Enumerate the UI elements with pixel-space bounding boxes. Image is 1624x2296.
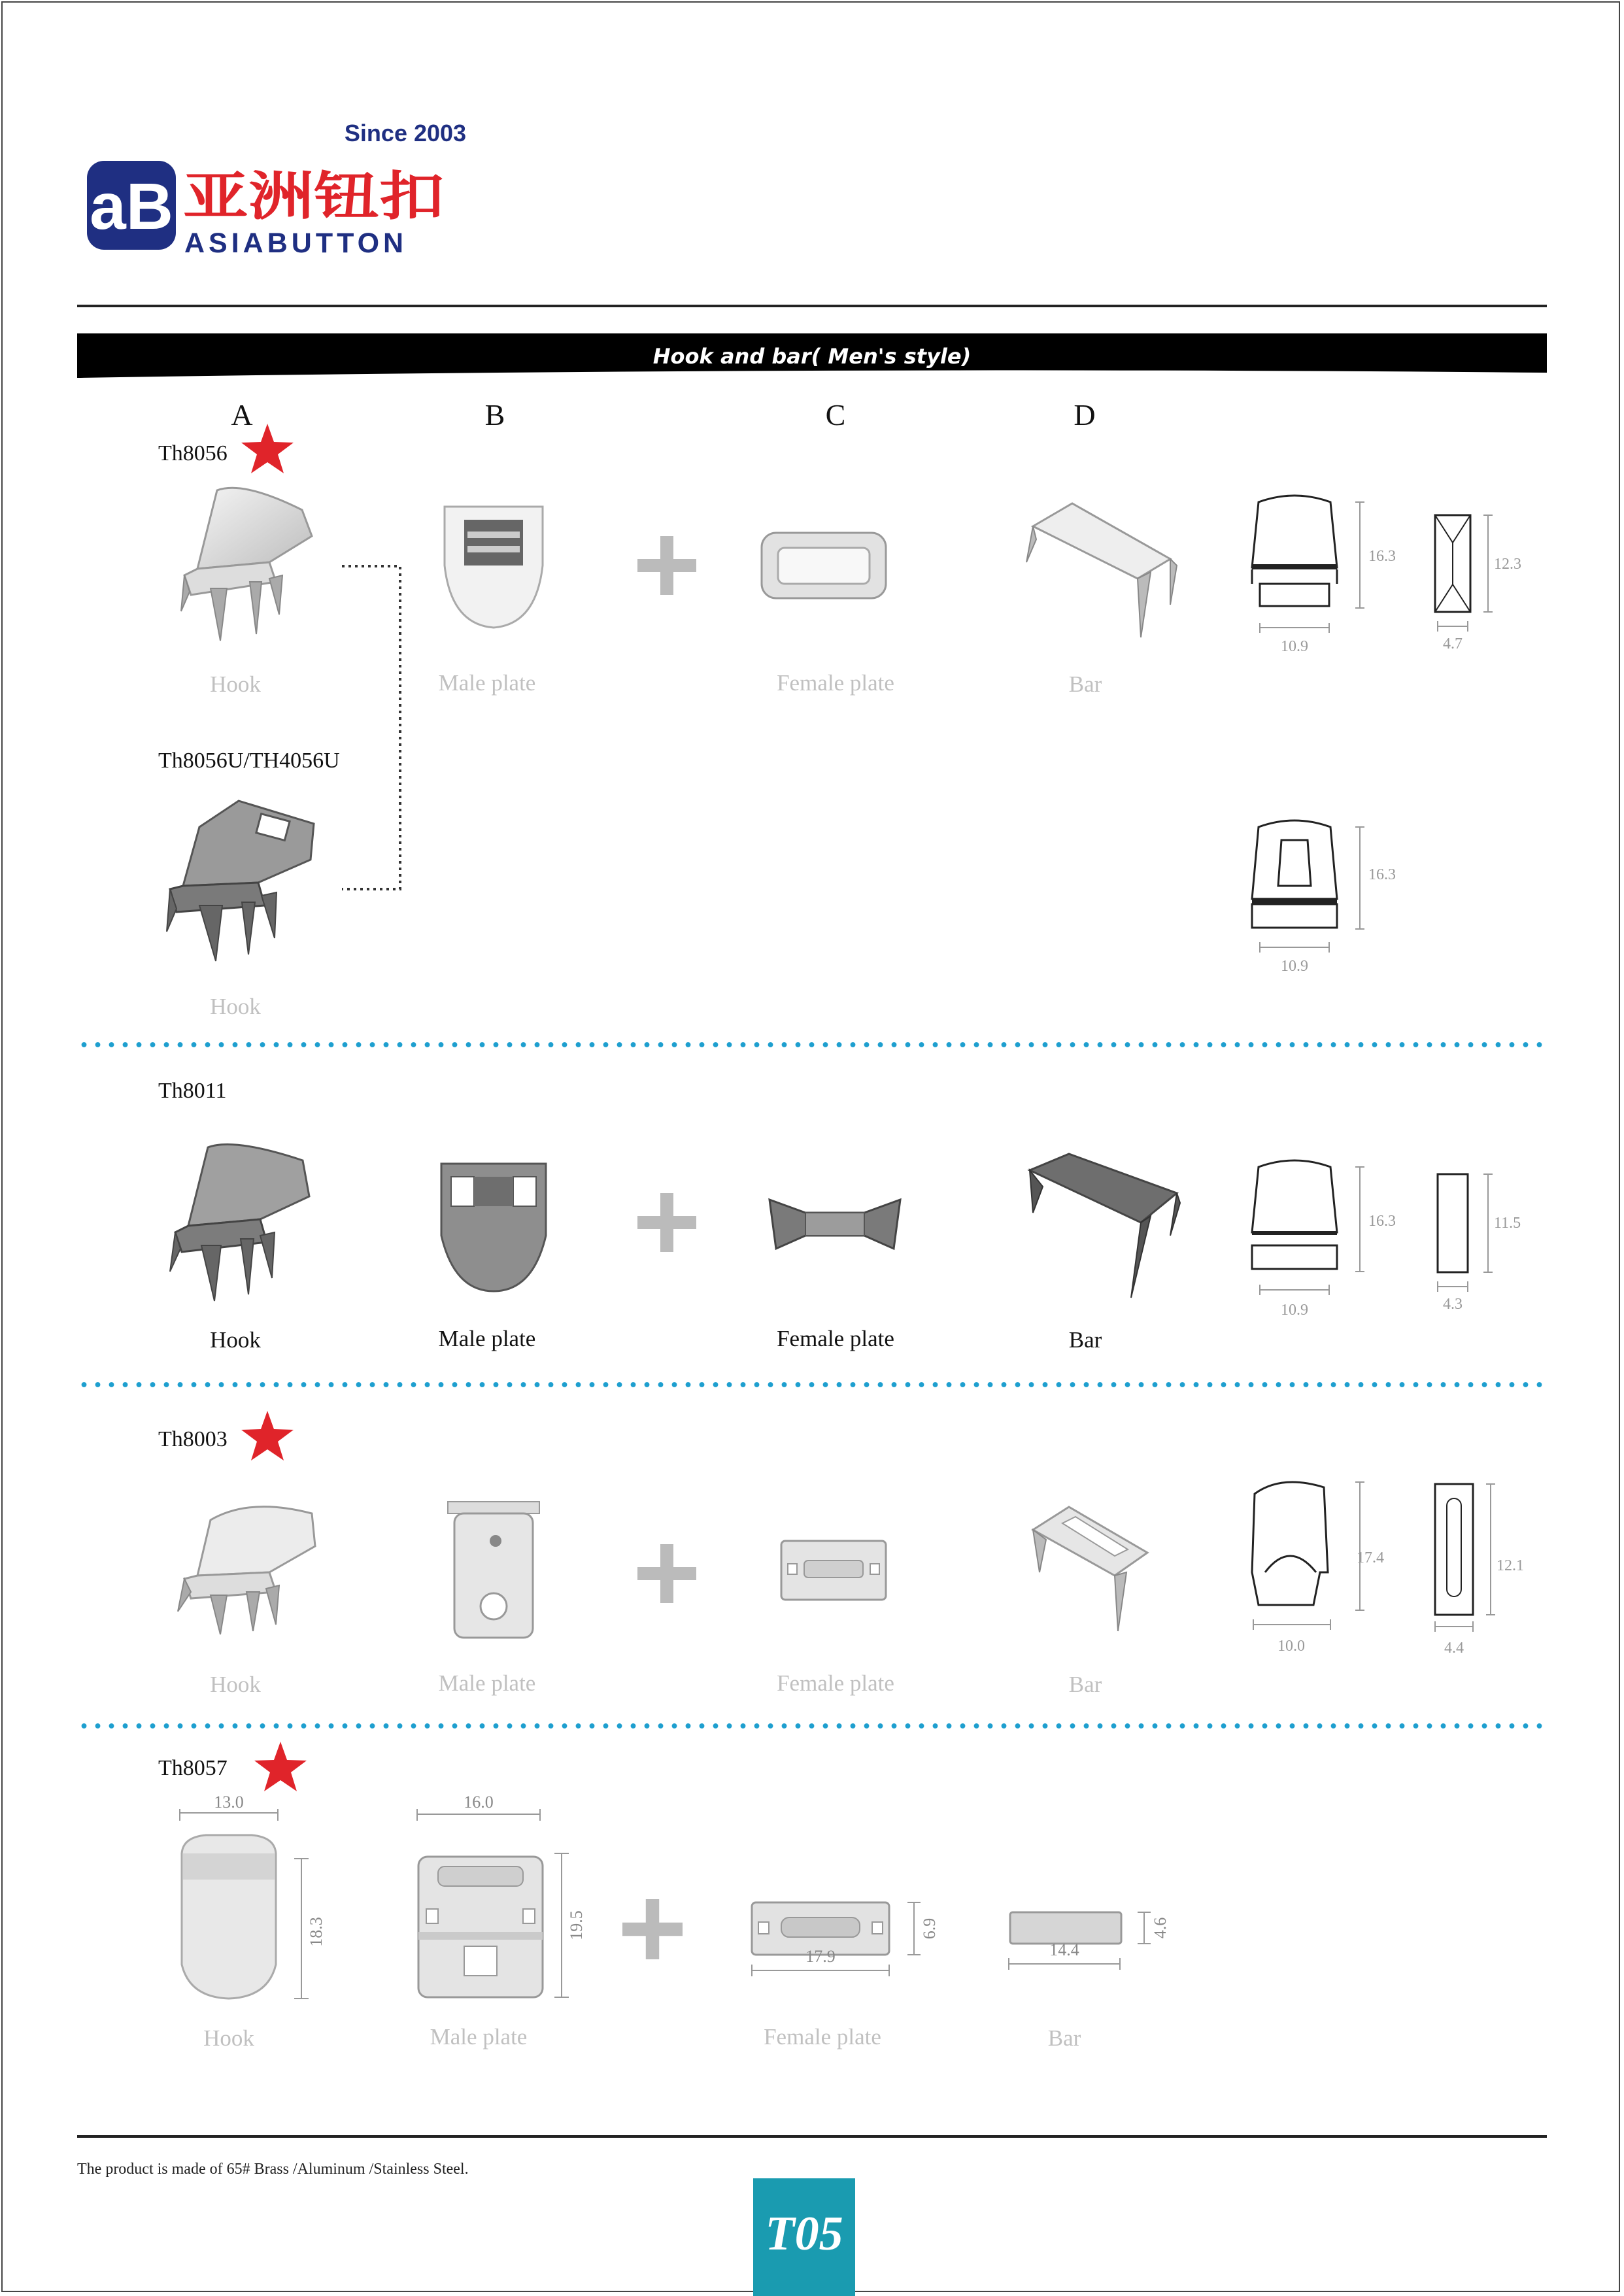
dim-width-2: 4.4 bbox=[1444, 1640, 1464, 1657]
plus-icon bbox=[637, 1544, 696, 1603]
dim-height-2: 12.1 bbox=[1497, 1557, 1524, 1574]
hook-dimension-drawing bbox=[1245, 1474, 1409, 1657]
column-c-label: C bbox=[825, 398, 846, 431]
hook-label: Hook bbox=[210, 1327, 261, 1353]
dim-width-1: 10.9 bbox=[1281, 638, 1308, 655]
dim-width-1: 10.9 bbox=[1281, 1302, 1308, 1319]
bar-image bbox=[1023, 1504, 1154, 1634]
section-divider bbox=[77, 1723, 1547, 1729]
material-note: The product is made of 65# Brass /Aluminum /Stainless Steel. bbox=[77, 2161, 469, 2178]
plus-icon bbox=[622, 1899, 683, 1959]
male-plate-label: Male plate bbox=[430, 2024, 528, 2050]
dim-height-1: 16.3 bbox=[1368, 548, 1396, 565]
hook-label: Hook bbox=[203, 2025, 254, 2051]
plus-icon bbox=[637, 1193, 696, 1252]
hook-label: Hook bbox=[210, 1672, 261, 1697]
dim-height-1: 16.3 bbox=[1368, 1213, 1396, 1230]
female-plate-image bbox=[766, 1193, 904, 1255]
dim-width-2: 4.7 bbox=[1443, 635, 1463, 652]
dim-bar-height: 4.6 bbox=[1151, 1917, 1170, 1939]
section-divider bbox=[77, 1042, 1547, 1047]
dim-height-2: 11.5 bbox=[1494, 1215, 1521, 1232]
female-plate-image bbox=[758, 530, 889, 601]
dim-hook-width: 13.0 bbox=[214, 1793, 244, 1812]
female-plate-label: Female plate bbox=[764, 2024, 881, 2050]
bar-label: Bar bbox=[1068, 671, 1102, 697]
bar-image bbox=[1013, 500, 1177, 644]
dim-hook-height: 18.3 bbox=[307, 1917, 326, 1947]
hook-image bbox=[162, 1141, 319, 1304]
logo-mark: aB bbox=[90, 170, 173, 243]
male-plate-label: Male plate bbox=[438, 1326, 536, 1351]
male-plate-label: Male plate bbox=[438, 1670, 536, 1696]
featured-star-icon bbox=[241, 1411, 294, 1462]
male-plate-image bbox=[438, 500, 549, 631]
dim-height-1: 17.4 bbox=[1357, 1549, 1384, 1566]
brand-name-en: ASIABUTTON bbox=[184, 228, 408, 259]
column-d-label: D bbox=[1074, 398, 1096, 431]
dim-width-2: 4.3 bbox=[1443, 1296, 1463, 1313]
featured-star-icon bbox=[254, 1742, 307, 1793]
dim-height-2: 12.3 bbox=[1494, 556, 1521, 573]
hook-dimension-drawing bbox=[1245, 814, 1409, 981]
section-divider bbox=[77, 1382, 1547, 1387]
female-plate-label: Female plate bbox=[777, 1670, 894, 1696]
male-plate-image bbox=[445, 1498, 543, 1642]
dim-height-1: 16.3 bbox=[1368, 866, 1396, 883]
bar-image bbox=[1017, 1151, 1180, 1304]
bar-label: Bar bbox=[1068, 1327, 1102, 1353]
hook-dimension-drawing bbox=[1245, 1154, 1409, 1327]
brand-name-cn: 亚洲钮扣 bbox=[183, 166, 445, 227]
product-code: Th8011 bbox=[158, 1079, 227, 1103]
dim-male-width: 16.0 bbox=[464, 1793, 494, 1812]
connector-line bbox=[340, 562, 405, 896]
bar-dimension-drawing bbox=[1429, 1169, 1540, 1316]
dim-female-height: 6.9 bbox=[920, 1917, 939, 1940]
male-plate-image bbox=[412, 1793, 595, 2010]
column-a-label: A bbox=[231, 398, 253, 431]
brand-logo bbox=[85, 120, 467, 268]
hook-image bbox=[160, 798, 324, 968]
plus-icon bbox=[637, 536, 696, 595]
footer-rule bbox=[77, 2135, 1547, 2138]
female-plate-image bbox=[749, 1899, 945, 2010]
bar-label: Bar bbox=[1047, 2025, 1081, 2051]
hook-label: Hook bbox=[210, 671, 261, 697]
female-plate-label: Female plate bbox=[777, 670, 894, 696]
banner-title: Hook and bar( Men's style) bbox=[652, 344, 972, 369]
bar-label: Bar bbox=[1068, 1672, 1102, 1697]
hook-image bbox=[171, 1500, 322, 1638]
column-b-label: B bbox=[484, 398, 505, 431]
female-plate-image bbox=[778, 1538, 889, 1603]
product-code: Th8056U/TH4056U bbox=[158, 749, 340, 773]
page-number: T05 bbox=[765, 2207, 843, 2261]
dim-female-width: 17.9 bbox=[805, 1947, 836, 1966]
product-code: Th8056 bbox=[158, 441, 228, 465]
dim-bar-width: 14.4 bbox=[1049, 1940, 1079, 1959]
hook-label: Hook bbox=[210, 994, 261, 1019]
bar-dimension-drawing bbox=[1429, 1479, 1540, 1655]
dim-width-1: 10.0 bbox=[1277, 1638, 1305, 1655]
brand-since: Since 2003 bbox=[344, 120, 467, 146]
featured-star-icon bbox=[241, 424, 294, 475]
hook-image bbox=[170, 1793, 340, 2010]
male-plate-label: Male plate bbox=[438, 670, 536, 696]
product-code: Th8003 bbox=[158, 1427, 228, 1451]
dim-width-1: 10.9 bbox=[1281, 958, 1308, 975]
hook-dimension-drawing bbox=[1245, 489, 1409, 662]
bar-dimension-drawing bbox=[1429, 510, 1540, 657]
male-plate-image bbox=[435, 1157, 552, 1294]
header-rule bbox=[77, 305, 1547, 307]
product-code: Th8057 bbox=[158, 1756, 228, 1780]
dim-male-height: 19.5 bbox=[567, 1910, 586, 1940]
female-plate-label: Female plate bbox=[777, 1326, 894, 1351]
bar-image bbox=[1004, 1906, 1174, 2010]
section-banner bbox=[77, 333, 1547, 383]
hook-image bbox=[171, 484, 322, 647]
